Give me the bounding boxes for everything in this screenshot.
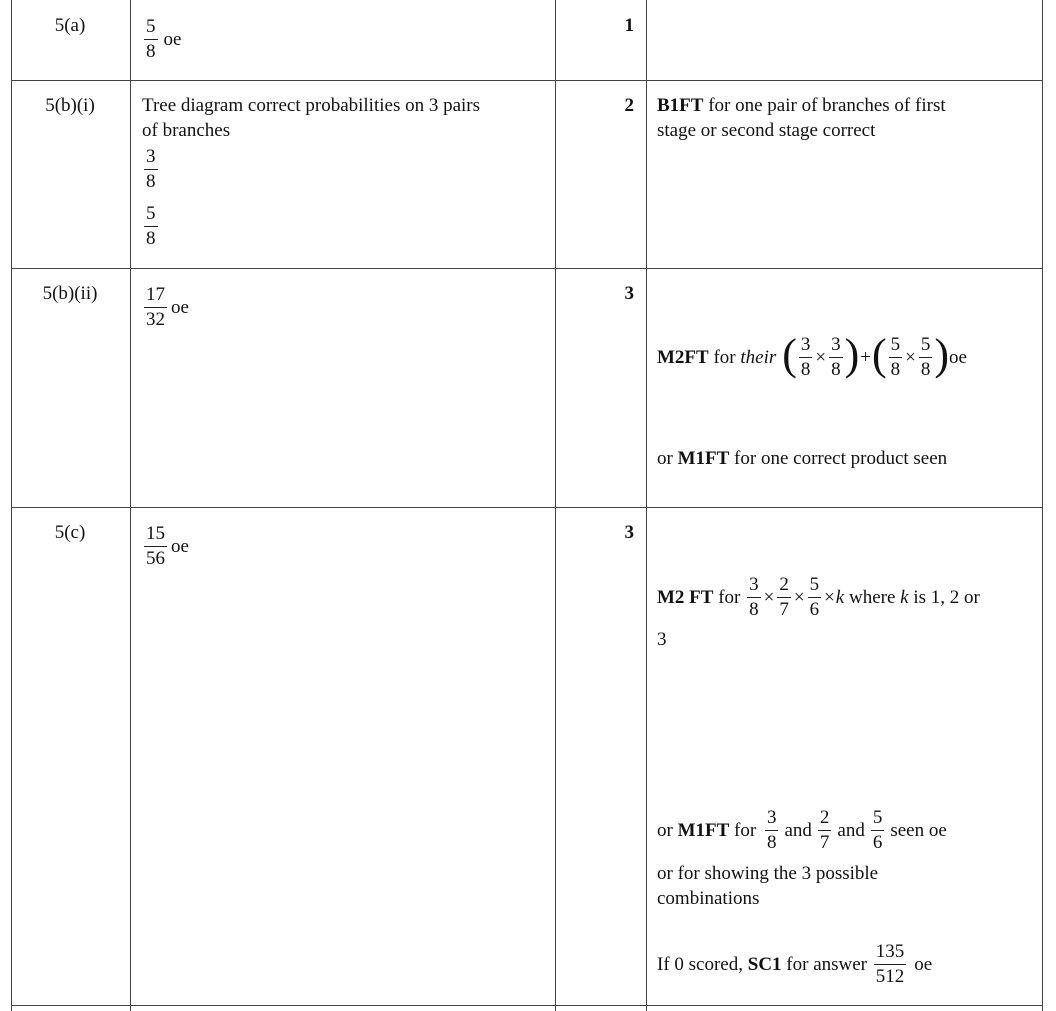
guidance-text: 3 — [657, 629, 667, 650]
answer-text: Tree diagram correct probabilities on 3 pairs — [142, 95, 481, 116]
answer-cell — [142, 523, 189, 570]
answer-fraction: $\frac{15}{56}$ — [146, 523, 165, 569]
row-divider — [11, 80, 1043, 81]
guidance-method-m2: M2FT for their ( $\frac{3}{8}$ × $\frac{3}{8}$ ) + ( $\frac{5}{8}$ × $\frac{5}{8}$ ) oe — [657, 329, 967, 380]
answer-suffix: oe — [171, 535, 189, 557]
answer-fraction: $\frac{5}{8}$ — [146, 16, 156, 62]
answer-cell — [142, 16, 181, 63]
row-divider — [11, 1005, 1043, 1006]
guidance-text: B1FT for one pair of branches of first — [657, 95, 946, 116]
answer-fraction: $\frac{3}{8}$ — [146, 146, 156, 192]
marks-value: 3 — [624, 283, 634, 304]
answer-suffix: oe — [163, 28, 182, 50]
question-number: 5(c) — [54, 522, 86, 543]
marks-value: 2 — [624, 95, 634, 116]
question-number: 5(a) — [54, 15, 86, 36]
row-divider — [11, 268, 1043, 269]
question-number: 5(b)(i) — [45, 95, 95, 116]
table-border-right — [1042, 0, 1043, 1011]
left-paren: ( — [872, 329, 887, 379]
guidance-text: or for showing the 3 possible — [657, 863, 879, 884]
guidance-method-m1: or M1FT for $\frac{3}{8}$ and $\frac{2}{7}$ and $\frac{5}{6}$ seen oe — [657, 807, 947, 853]
question-number: 5(b)(ii) — [42, 283, 98, 304]
guidance-special-case: If 0 scored, SC1 for answer $\frac{135}{512}$ oe — [657, 941, 933, 987]
guidance-method-m2: M2 FT for $\frac{3}{8}$ × $\frac{2}{7}$ × $\frac{5}{6}$ × k where k is 1, 2 or — [657, 574, 980, 620]
answer-text: of branches — [142, 120, 231, 141]
answer-suffix: oe — [171, 296, 189, 318]
right-paren: ) — [934, 329, 950, 379]
column-divider-answer — [555, 0, 556, 1011]
table-border-left — [11, 0, 12, 1011]
column-divider-marks — [646, 0, 647, 1011]
guidance-method-m1: or M1FT for one correct product seen — [657, 448, 948, 469]
answer-fraction: $\frac{5}{8}$ — [146, 203, 156, 249]
marks-value: 1 — [624, 15, 634, 36]
guidance-text: stage or second stage correct — [657, 120, 876, 141]
row-divider — [11, 507, 1043, 508]
guidance-text: combinations — [657, 888, 760, 909]
answer-fraction: $\frac{17}{32}$ — [146, 284, 165, 330]
left-paren: ( — [782, 329, 797, 379]
answer-cell — [142, 284, 189, 331]
column-divider-question — [130, 0, 131, 1011]
right-paren: ) — [844, 329, 860, 379]
marks-value: 3 — [624, 522, 634, 543]
